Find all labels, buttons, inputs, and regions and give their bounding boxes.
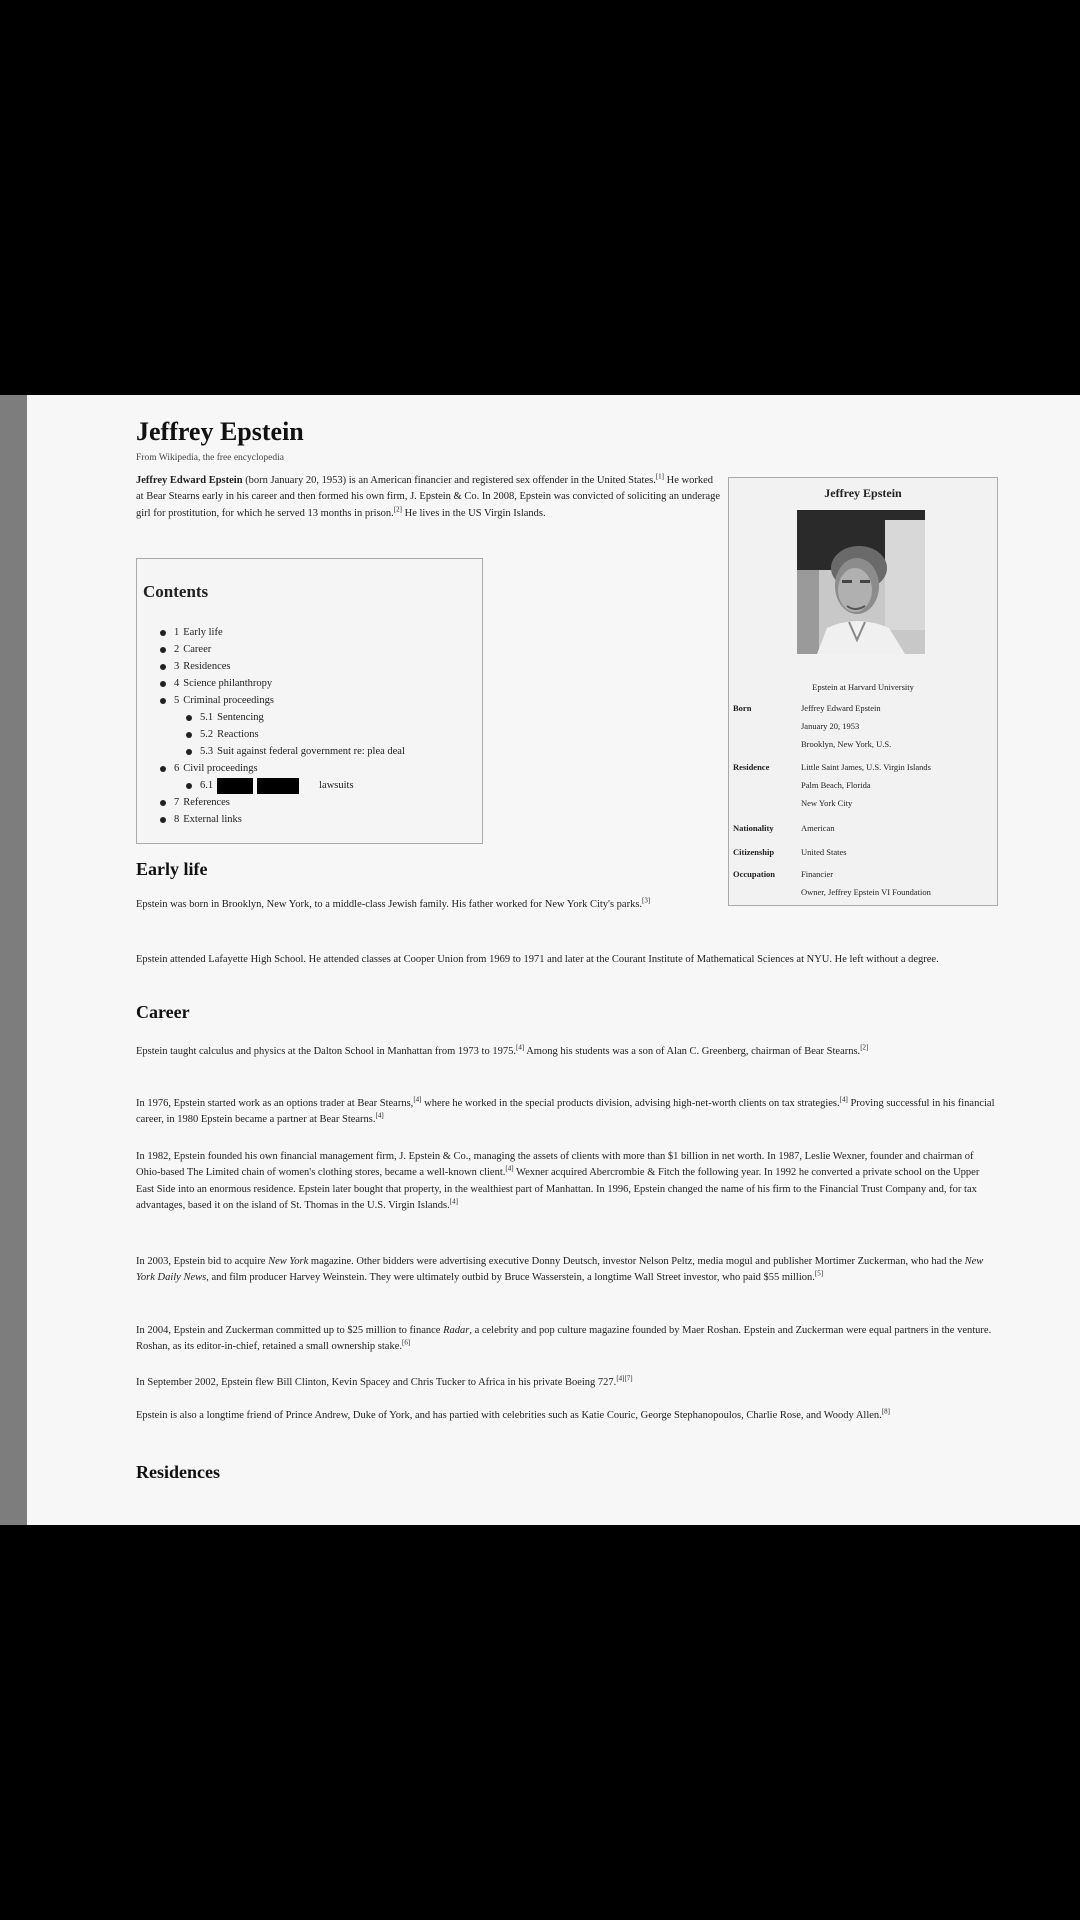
infobox-label: Nationality	[733, 823, 774, 833]
career-paragraph-1: Epstein taught calculus and physics at the Dalton School in Manhattan from 1973 to 1975.[4] Among his students was a son of Alan C. Greenberg, chairman of Bear Stearns.[2]	[136, 1043, 869, 1057]
left-edge-strip	[0, 395, 27, 1525]
infobox-label: Born	[733, 703, 752, 713]
citation-ref[interactable]: [2]	[393, 505, 402, 514]
infobox-label: Residence	[733, 762, 770, 772]
infobox-label: Citizenship	[733, 847, 775, 857]
toc-item-criminal-proceedings[interactable]: 5 Criminal proceedings	[160, 692, 405, 709]
infobox-value: Financier	[801, 869, 834, 879]
infobox-title: Jeffrey Epstein	[824, 486, 902, 500]
citation-ref[interactable]: [4][7]	[616, 1374, 633, 1383]
intro-text-2: He worked at Bear Stearns early in his career and then formed his own firm, J. Epstein & Co. In 2008, Epstein was convicted of soliciting an underage girl for prostitution, for which he served 13 months in prison.	[136, 475, 721, 519]
toc-item-suit-against-government[interactable]: 5.3 Suit against federal government re: plea deal	[160, 743, 405, 760]
article-title: Jeffrey Epstein	[136, 417, 304, 446]
career-paragraph-2: In 1976, Epstein started work as an options trader at Bear Stearns,[4] where he worked in the special products division, advising high-net-worth clients on tax strategies.[4] Proving successful in his financial career, in 1980 Epstein became a partner at Bear Stearns.[4]	[136, 1095, 995, 1126]
article-subtitle: From Wikipedia, the free encyclopedia	[136, 453, 284, 463]
section-heading-residences: Residences	[136, 1462, 220, 1482]
toc-item-civil-proceedings[interactable]: 6 Civil proceedings	[160, 760, 405, 777]
infobox-value: Jeffrey Edward Epstein	[801, 703, 881, 713]
redaction-bar	[257, 778, 299, 794]
citation-ref[interactable]: [8]	[881, 1407, 890, 1416]
citation-ref[interactable]: [4]	[505, 1164, 514, 1173]
infobox-value: New York City	[801, 798, 853, 808]
intro-text-1: (born January 20, 1953) is an American financier and registered sex offender in the United States.	[242, 475, 656, 486]
redaction-bar	[217, 778, 253, 794]
toc-item-lawsuits[interactable]: 6.1 lawsuits	[160, 777, 405, 794]
citation-ref[interactable]: [4]	[839, 1095, 848, 1104]
career-paragraph-3: In 1982, Epstein founded his own financial management firm, J. Epstein & Co., managing the assets of clients with more than $1 billion in net worth. In 1987, Leslie Wexner, founder and chairman of Ohio-based The Limited chain of women's clothing stores, became a well-known client.[4] Wexner acquired Abercrombie & Fitch the following year. In 1992 he converted a private school on the Upper East Side into an enormous residence. Epstein later bought that property, in the wealthiest part of Manhattan. In 1996, Epstein changed the name of his firm to the Financial Trust Company and, for tax advantages, based it on the island of St. Thomas in the U.S. Virgin Islands.[4]	[136, 1151, 980, 1211]
toc-item-external-links[interactable]: 8 External links	[160, 811, 405, 828]
intro-paragraph	[136, 473, 721, 522]
infobox-value: American	[801, 823, 835, 833]
infobox-value: January 20, 1953	[801, 721, 860, 731]
infobox-value: Owner, Jeffrey Epstein VI Foundation	[801, 887, 931, 897]
intro-name: Jeffrey Edward Epstein	[136, 475, 243, 486]
citation-ref[interactable]: [2]	[860, 1043, 869, 1052]
toc-item-references[interactable]: 7 References	[160, 794, 405, 811]
portrait-photo	[797, 510, 925, 654]
citation-ref[interactable]: [1]	[655, 472, 664, 481]
toc-item-sentencing[interactable]: 5.1 Sentencing	[160, 709, 405, 726]
toc-item-science-philanthropy[interactable]: 4 Science philanthropy	[160, 675, 405, 692]
citation-ref[interactable]: [3]	[642, 896, 651, 905]
infobox-value: Brooklyn, New York, U.S.	[801, 739, 892, 749]
career-paragraph-7: Epstein is also a longtime friend of Prince Andrew, Duke of York, and has partied with celebrities such as Katie Couric, George Stephanopoulos, Charlie Rose, and Woody Allen.[8]	[136, 1407, 890, 1421]
toc-item-career[interactable]: 2 Career	[160, 641, 405, 658]
infobox	[728, 477, 998, 906]
intro-text-3: He lives in the US Virgin Islands.	[401, 507, 546, 519]
toc-list	[160, 624, 405, 828]
citation-ref[interactable]: [5]	[814, 1269, 824, 1278]
citation-ref[interactable]: [6]	[402, 1338, 411, 1347]
infobox-value: Little Saint James, U.S. Virgin Islands	[801, 762, 931, 772]
toc-title: Contents	[143, 582, 209, 601]
citation-ref[interactable]: [4]	[413, 1095, 422, 1104]
career-paragraph-6: In September 2002, Epstein flew Bill Clinton, Kevin Spacey and Chris Tucker to Africa in his private Boeing 727.[4][7]	[136, 1374, 633, 1388]
career-paragraph-5: In 2004, Epstein and Zuckerman committed up to $25 million to finance Radar, a celebrity and pop culture magazine founded by Maer Roshan. Epstein and Zuckerman were equal partners in the venture. Roshan, as its editor-in-chief, retained a small ownership stake.[6]	[136, 1325, 992, 1353]
infobox-label: Occupation	[733, 869, 776, 879]
early-life-paragraph-2: Epstein attended Lafayette High School. He attended classes at Cooper Union from 1969 to 1971 and later at the Courant Institute of Mathematical Sciences at NYU. He left without a degree.	[136, 954, 939, 965]
citation-ref[interactable]: [4]	[375, 1111, 384, 1120]
citation-ref[interactable]: [4]	[449, 1197, 458, 1206]
infobox-value: United States	[801, 847, 847, 857]
photo-caption: Epstein at Harvard University	[812, 682, 914, 692]
citation-ref[interactable]: [4]	[515, 1043, 525, 1052]
early-life-paragraph-1: Epstein was born in Brooklyn, New York, to a middle-class Jewish family. His father worked for New York City's parks.[3]	[136, 896, 651, 910]
toc-item-early-life[interactable]: 1 Early life	[160, 624, 405, 641]
infobox-value: Palm Beach, Florida	[801, 780, 871, 790]
toc-item-residences[interactable]: 3 Residences	[160, 658, 405, 675]
document-photo	[0, 395, 1080, 1525]
career-paragraph-4: In 2003, Epstein bid to acquire New York magazine. Other bidders were advertising executive Donny Deutsch, investor Nelson Peltz, media mogul and publisher Mortimer Zuckerman, who had the New York Daily News, and film producer Harvey Weinstein. They were ultimately outbid by Bruce Wasserstein, a longtime Wall Street investor, who paid $55 million.[5]	[136, 1256, 984, 1284]
section-heading-early-life: Early life	[136, 859, 208, 879]
section-heading-career: Career	[136, 1002, 190, 1022]
table-of-contents	[136, 558, 483, 844]
toc-item-reactions[interactable]: 5.2 Reactions	[160, 726, 405, 743]
